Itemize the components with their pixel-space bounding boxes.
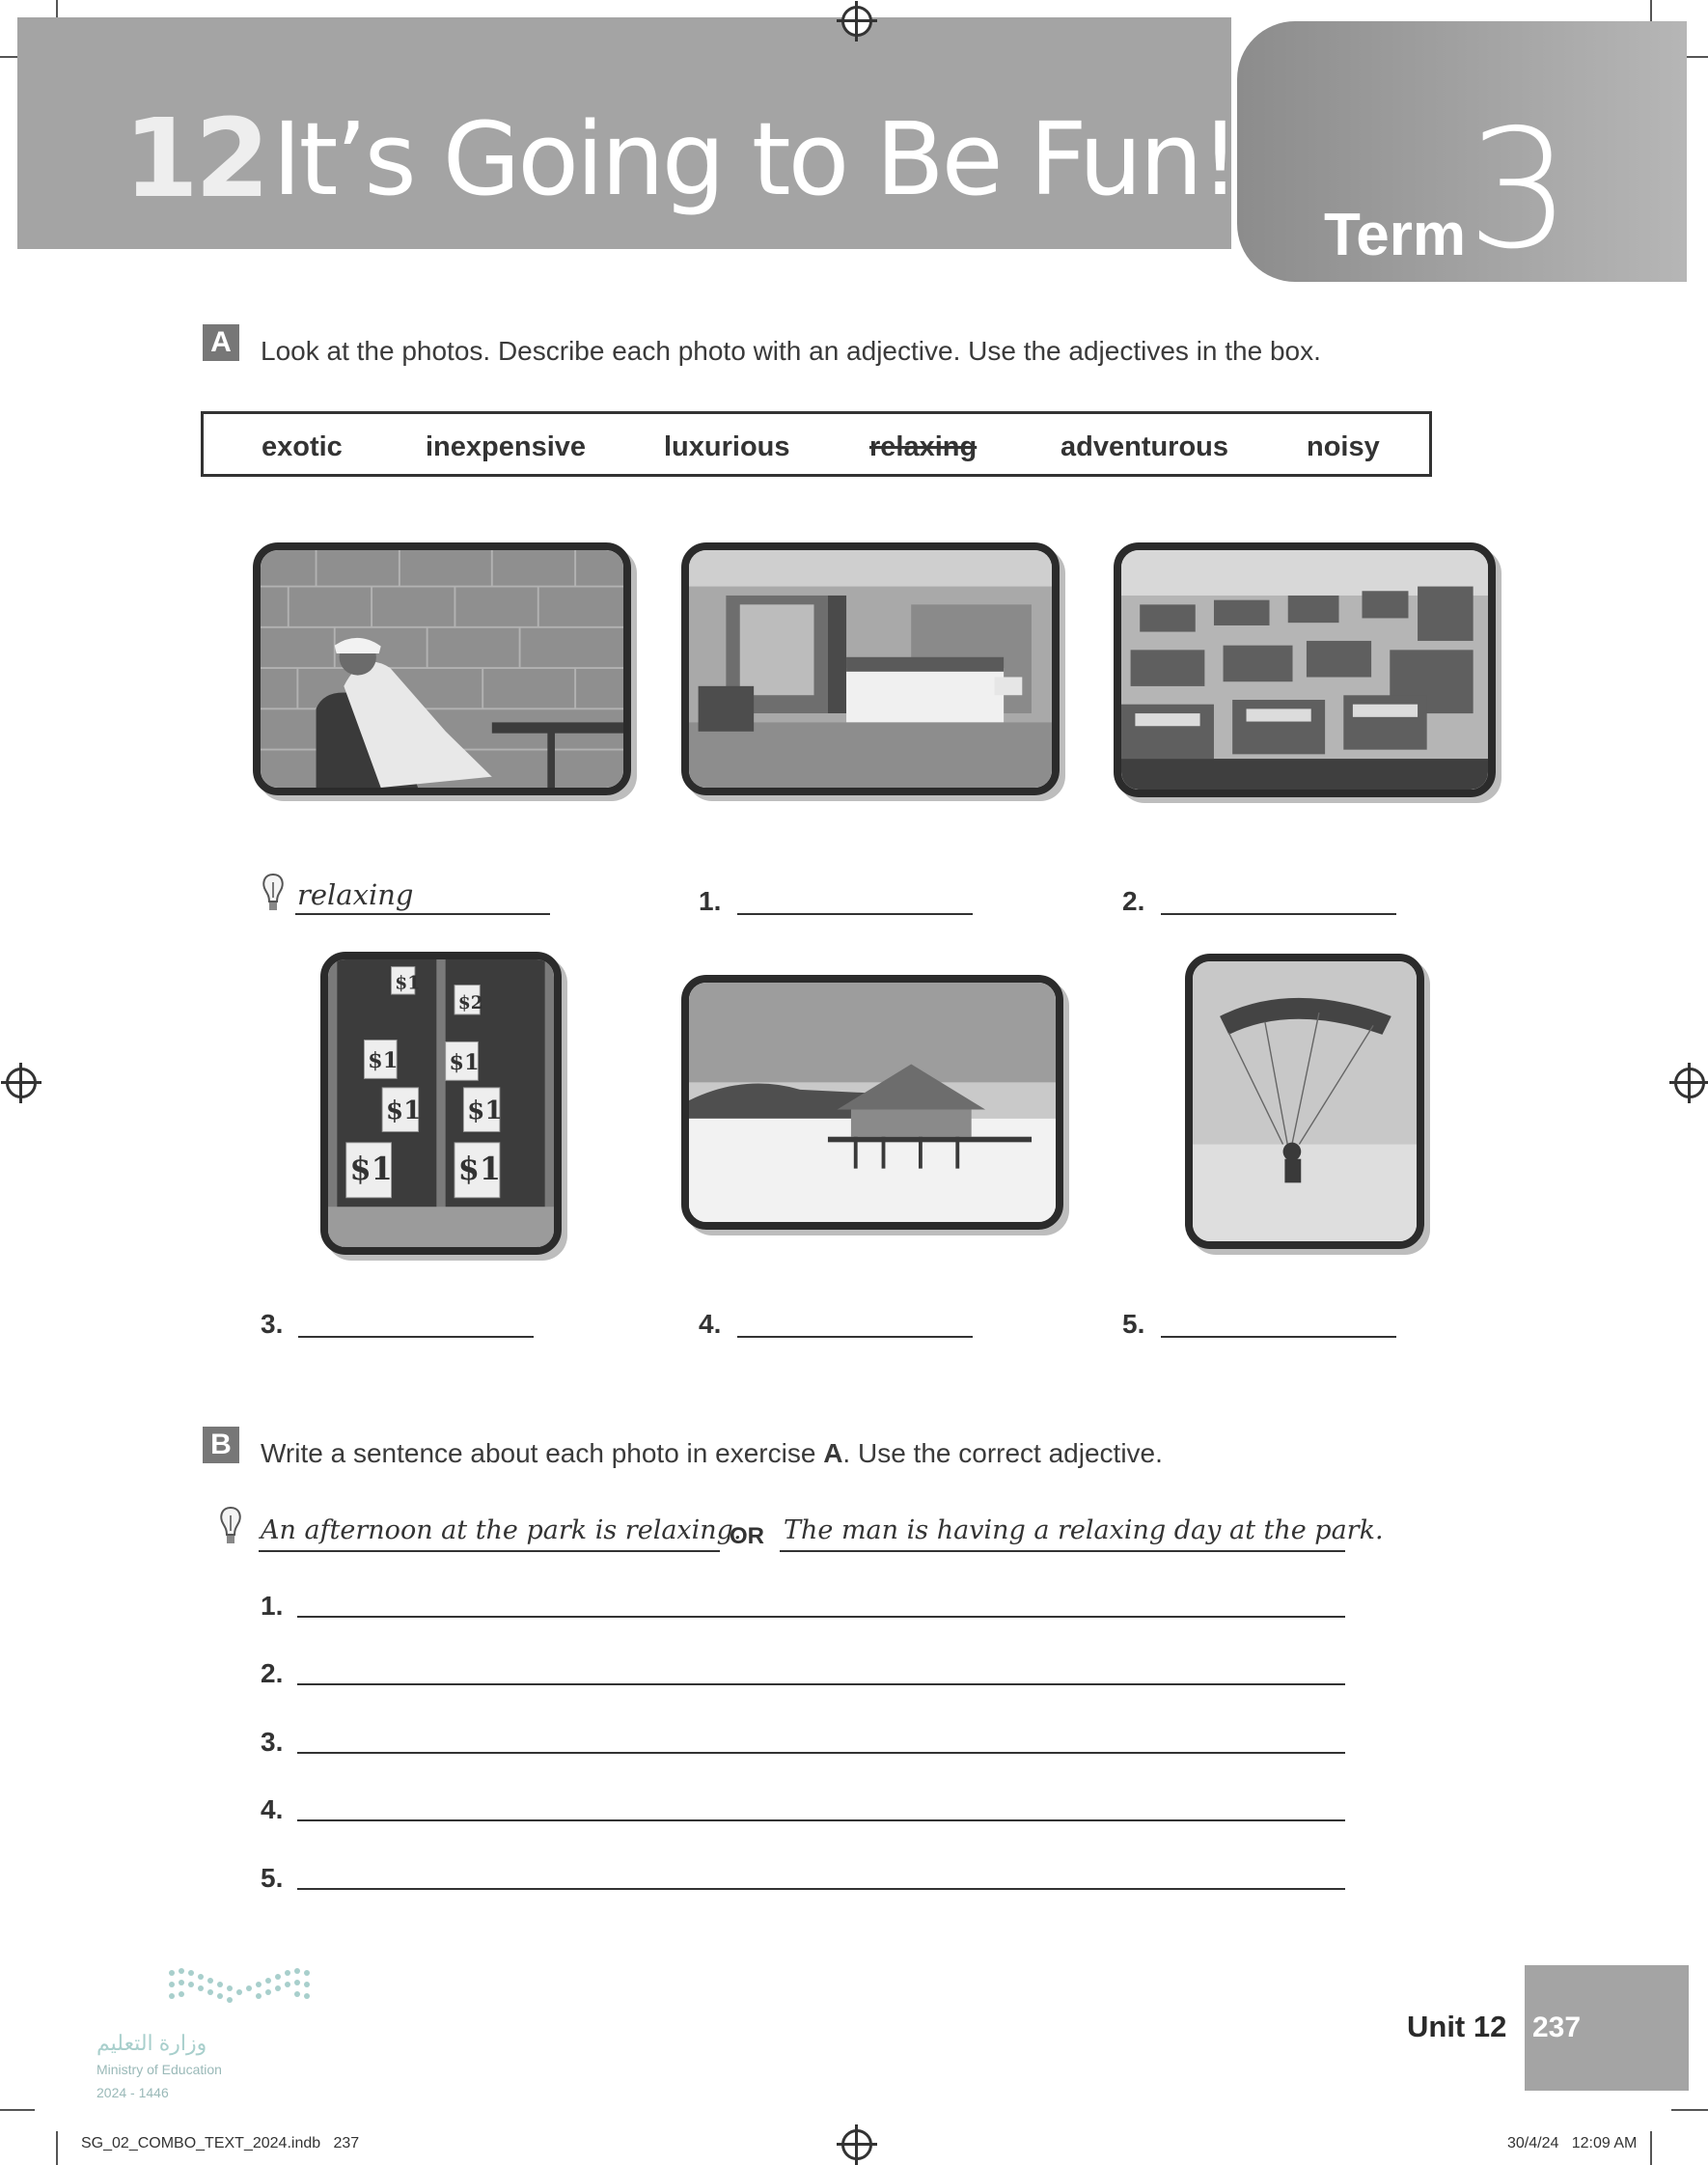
file-name: SG_02_COMBO_TEXT_2024.indb 237 xyxy=(81,2135,360,2151)
sentence-line-1[interactable] xyxy=(297,1616,1345,1618)
page-number: 237 xyxy=(1532,2012,1582,2043)
answer-number: 3. xyxy=(261,1309,284,1339)
instruction-bold: A xyxy=(823,1438,843,1468)
sentence-line-4[interactable] xyxy=(297,1819,1345,1821)
unit-number: 12 xyxy=(124,97,266,222)
crop-mark xyxy=(1671,2109,1708,2111)
sentence-line-5[interactable] xyxy=(297,1888,1345,1890)
svg-text:$1: $1 xyxy=(385,1095,422,1126)
section-b-label: B xyxy=(203,1427,239,1463)
answer-number: 2. xyxy=(1122,886,1145,916)
example-answer-line xyxy=(295,913,550,915)
answer-number: 5. xyxy=(1122,1309,1145,1339)
example-line-2 xyxy=(780,1550,1345,1552)
svg-text:$2: $2 xyxy=(457,992,483,1014)
word-box xyxy=(201,411,1432,477)
ministry-year: 2024 - 1446 xyxy=(96,2085,169,2100)
sentence-number: 5. xyxy=(261,1863,284,1893)
example-sentence-1: An afternoon at the park is relaxing. xyxy=(261,1515,742,1545)
photo-relaxing-man xyxy=(253,542,631,795)
answer-line-4[interactable] xyxy=(737,1336,973,1338)
word-relaxing-struck: relaxing xyxy=(869,431,978,462)
section-a-label: A xyxy=(203,324,239,361)
svg-text:$1: $1 xyxy=(349,1150,393,1187)
answer-line-1[interactable] xyxy=(737,913,973,915)
sentence-number: 1. xyxy=(261,1591,284,1621)
photo-hotel-bedroom xyxy=(681,542,1060,795)
instruction-text: Write a sentence about each photo in exercise xyxy=(261,1438,824,1468)
or-label: OR xyxy=(730,1523,764,1549)
sentence-number: 4. xyxy=(261,1794,284,1824)
registration-mark-icon xyxy=(6,1068,37,1098)
sentence-line-3[interactable] xyxy=(297,1752,1345,1754)
svg-text:$1: $1 xyxy=(449,1049,480,1075)
crop-mark xyxy=(0,2109,35,2111)
sentence-number: 3. xyxy=(261,1727,284,1757)
lightbulb-icon xyxy=(218,1506,243,1553)
registration-mark-icon xyxy=(841,2129,872,2160)
word-luxurious: luxurious xyxy=(664,431,790,462)
crop-mark xyxy=(56,2131,58,2165)
example-line-1 xyxy=(259,1550,720,1552)
timestamp: 30/4/24 12:09 AM xyxy=(1507,2135,1638,2151)
term-label: Term xyxy=(1324,202,1467,268)
answer-number: 1. xyxy=(699,886,722,916)
example-answer: relaxing xyxy=(297,878,414,911)
ministry-english: Ministry of Education xyxy=(96,2062,222,2077)
answer-line-2[interactable] xyxy=(1161,913,1396,915)
photo-beach-hut xyxy=(681,975,1063,1230)
answer-line-5[interactable] xyxy=(1161,1336,1396,1338)
photo-paragliding xyxy=(1185,954,1424,1249)
word-inexpensive: inexpensive xyxy=(426,431,587,462)
sentence-number: 2. xyxy=(261,1658,284,1688)
svg-text:$1: $1 xyxy=(368,1047,399,1074)
answer-line-3[interactable] xyxy=(298,1336,534,1338)
word-adventurous: adventurous xyxy=(1061,431,1229,462)
ministry-logo xyxy=(164,1965,318,2019)
sentence-line-2[interactable] xyxy=(297,1683,1345,1685)
registration-mark-icon xyxy=(1674,1068,1705,1098)
section-a-instruction: Look at the photos. Describe each photo with an adjective. Use the adjectives in the box. xyxy=(261,336,1321,366)
svg-text:$1: $1 xyxy=(457,1150,502,1187)
lightbulb-icon xyxy=(261,873,286,920)
photo-traffic-jam xyxy=(1114,542,1496,797)
unit-label: Unit 12 xyxy=(1407,2010,1507,2043)
instruction-text: . Use the correct adjective. xyxy=(842,1438,1163,1468)
section-b-instruction xyxy=(261,1438,1163,1469)
page-title: It’s Going to Be Fun! xyxy=(272,100,1238,218)
term-number: 3 xyxy=(1467,95,1572,286)
svg-text:$1: $1 xyxy=(395,972,421,994)
svg-text:$1: $1 xyxy=(467,1095,503,1126)
word-exotic: exotic xyxy=(262,431,343,462)
registration-mark-icon xyxy=(841,6,872,37)
photo-dollar-tags xyxy=(320,952,562,1255)
ministry-arabic: وزارة التعليم xyxy=(96,2031,207,2055)
crop-mark xyxy=(1650,2131,1652,2165)
answer-number: 4. xyxy=(699,1309,722,1339)
example-sentence-2: The man is having a relaxing day at the park. xyxy=(784,1515,1384,1545)
word-noisy: noisy xyxy=(1307,431,1380,462)
